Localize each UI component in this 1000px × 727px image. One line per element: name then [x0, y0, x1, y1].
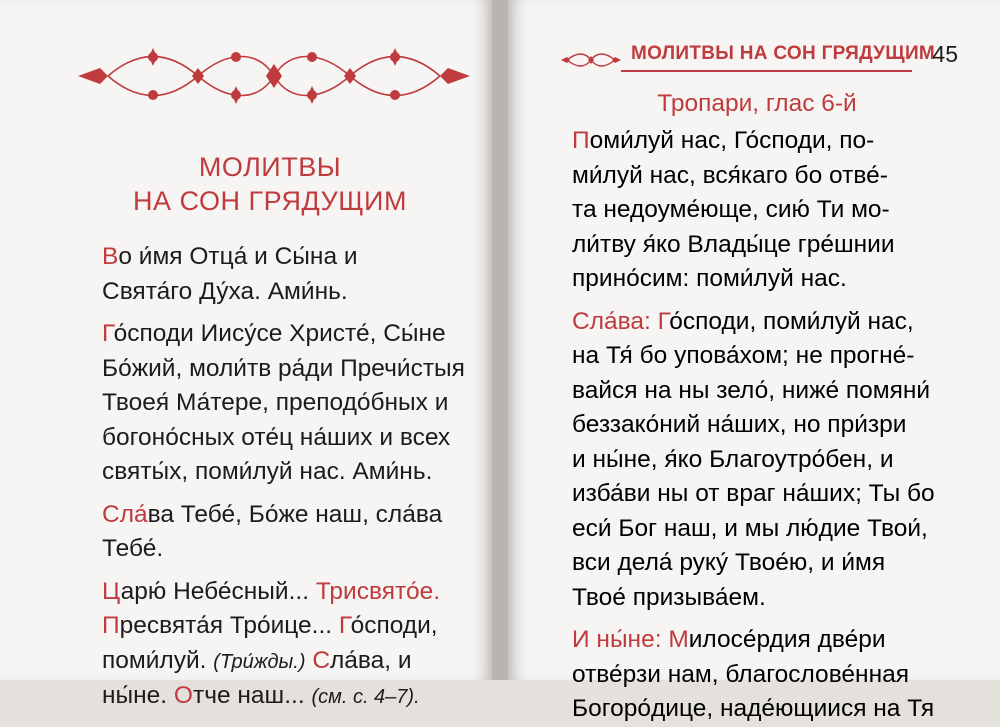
paragraph-line: святы́х, поми́луй нас. Ами́нь. [102, 458, 433, 485]
paragraph-line: Поми́луй нас, Го́споди, по- [572, 127, 875, 154]
paragraph-line: Сла́ва Тебе́, Бо́же наш, сла́ва [102, 500, 443, 528]
chapter-title-line1: МОЛИТВЫ [198, 152, 342, 182]
paragraph-line: отве́рзи нам, благослове́нная [572, 660, 910, 688]
paragraph-line: изба́ви ны от враг на́ших; Ты бо [572, 480, 935, 507]
paragraph-line: вси дела́ руку́ Твое́ю, и и́мя [572, 549, 886, 576]
paragraph-line: та недоуме́юще, сию́ Ти мо- [572, 196, 890, 223]
page-number: 45 [932, 41, 958, 67]
chapter-title-line2: НА СОН ГРЯДУЩИМ [133, 186, 407, 216]
paragraph-line: Во и́мя Отца́ и Сы́на и [102, 243, 358, 270]
paragraph-line: Сла́ва: Го́споди, поми́луй нас, [572, 307, 914, 335]
book-gutter [492, 0, 508, 680]
paragraph-line: поми́луй. (Три́жды.) Сла́ва, и [102, 646, 412, 674]
paragraph-line: Го́споди Иису́се Христе́, Сы́не [102, 320, 446, 347]
paragraph-line: Царю́ Небе́сный... Трисвято́е. [102, 577, 441, 605]
left-body [102, 240, 465, 715]
paragraph-line: И ны́не: Милосе́рдия две́ри [572, 626, 886, 653]
paragraph-line: Пресвята́я Тро́ице... Го́споди, [102, 612, 438, 639]
paragraph-line: вайся на ны зело́, ниже́ помяни́ [572, 376, 931, 404]
paragraph-line: Богоро́дице, наде́ющиися на Тя [572, 695, 935, 722]
running-head-title: МОЛИТВЫ НА СОН ГРЯДУЩИМ [631, 43, 936, 64]
running-head-ornament-icon [561, 52, 621, 68]
paragraph-line: Твое́ призыва́ем. [572, 583, 766, 611]
floral-ornament-icon [78, 40, 470, 112]
right-body [572, 124, 938, 727]
paragraph-line: Твоея́ Ма́тере, преподо́бных и [102, 389, 449, 416]
section-heading: Тропари, глас 6-й [657, 90, 857, 117]
paragraph-line: и ны́не, я́ко Благоутро́бен, и [572, 445, 894, 473]
paragraph-line: беззако́ний на́ших, но при́зри [572, 411, 907, 438]
paragraph-line: Свята́го Ду́ха. Ами́нь. [102, 277, 348, 305]
paragraph-line: богоно́сных оте́ц на́ших и всех [102, 423, 451, 451]
left-page [0, 0, 492, 709]
paragraph-line: Тебе́. [102, 535, 164, 562]
running-head-rule [621, 70, 912, 72]
paragraph-line: ми́луй нас, вся́каго бо отве́- [572, 161, 888, 189]
paragraph-line: ли́тву я́ко Влады́це гре́шнии [572, 230, 895, 258]
paragraph-line: ны́не. Отче наш... (см. с. 4–7). [102, 682, 420, 709]
paragraph-line: на Тя́ бо упова́хом; не прогне́- [572, 342, 915, 369]
paragraph-line: прино́сим: поми́луй нас. [572, 265, 847, 292]
running-head [553, 42, 958, 76]
paragraph-line: еси́ Бог наш, и мы лю́дие Твои́, [572, 514, 928, 542]
paragraph-line: Бо́жий, моли́тв ра́ди Пречи́стыя [102, 354, 465, 382]
